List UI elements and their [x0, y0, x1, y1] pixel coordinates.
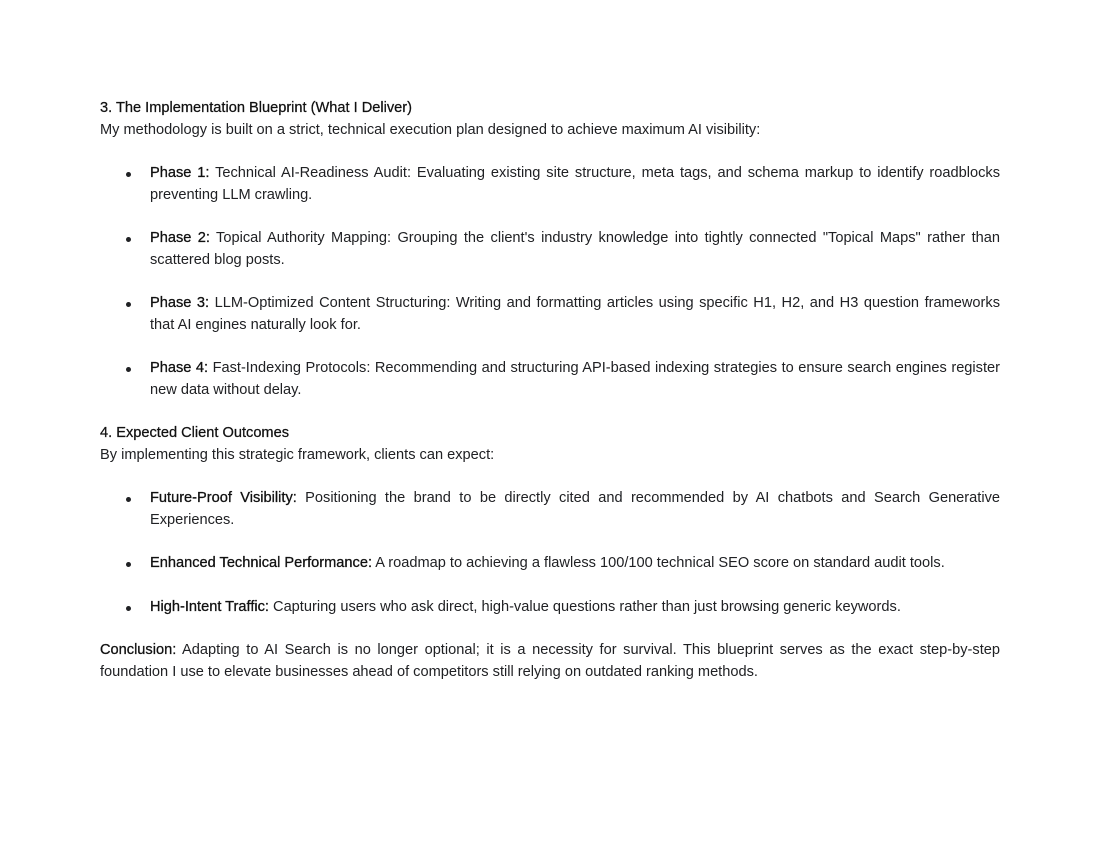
document-page — [100, 98, 1000, 683]
item-label: Enhanced Technical Performance: — [150, 555, 373, 571]
section-heading: 4. Expected Client Outcomes — [100, 425, 289, 441]
item-text: Technical AI-Readiness Audit: Evaluating existing site structure, meta tags, and schema markup to identify roadblocks preventing LLM crawling. — [150, 165, 1001, 203]
section-intro: My methodology is built on a strict, technical execution plan designed to achieve maximum AI visibility: — [100, 121, 761, 138]
bullet-icon — [126, 606, 131, 611]
conclusion-label: Conclusion: — [100, 642, 177, 658]
item-label: Phase 1: — [150, 165, 210, 181]
list-item — [100, 553, 1000, 575]
section-implementation-blueprint — [100, 98, 1000, 401]
item-text: A roadmap to achieving a flawless 100/100 technical SEO score on standard audit tools. — [372, 555, 945, 571]
item-text: Positioning the brand to be directly cited and recommended by AI chatbots and Search Generative Experiences. — [150, 490, 1000, 528]
item-label: Phase 4: — [150, 360, 209, 376]
bullet-icon — [126, 367, 131, 372]
list-item — [100, 358, 1000, 401]
outcome-list — [100, 488, 1000, 618]
item-text: Topical Authority Mapping: Grouping the client's industry knowledge into tightly connected "Topical Maps" rather than scattered blog posts. — [150, 230, 1000, 268]
section-intro: By implementing this strategic framework, clients can expect: — [100, 446, 495, 463]
list-item — [100, 228, 1000, 271]
list-item — [100, 488, 1000, 531]
section-heading: 3. The Implementation Blueprint (What I Deliver) — [100, 100, 413, 116]
list-item — [100, 293, 1000, 336]
list-item — [100, 597, 1000, 619]
item-text: LLM-Optimized Content Structuring: Writing and formatting articles using specific H1, H2, and H3 question frameworks that AI engines naturally look for. — [150, 295, 1000, 333]
list-item — [100, 163, 1000, 206]
bullet-icon — [126, 497, 131, 502]
bullet-icon — [126, 172, 131, 177]
bullet-icon — [126, 237, 131, 242]
item-text: Capturing users who ask direct, high-value questions rather than just browsing generic keywords. — [268, 598, 901, 615]
item-text: Fast-Indexing Protocols: Recommending and structuring API-based indexing strategies to ensure search engines register new data without delay. — [150, 360, 1000, 398]
phase-list — [100, 163, 1000, 401]
conclusion-paragraph — [100, 640, 1000, 683]
item-label: Phase 2: — [150, 230, 210, 246]
conclusion-text: Adapting to AI Search is no longer optional; it is a necessity for survival. This blueprint serves as the exact step-by-step foundation I use to elevate businesses ahead of competitors still relying on outdated ranking methods. — [100, 642, 1000, 680]
item-label: Phase 3: — [150, 295, 210, 311]
bullet-icon — [126, 302, 131, 307]
bullet-icon — [126, 562, 131, 567]
section-expected-outcomes — [100, 423, 1000, 618]
item-label: Future-Proof Visibility: — [150, 490, 297, 506]
item-label: High-Intent Traffic: — [150, 598, 269, 615]
